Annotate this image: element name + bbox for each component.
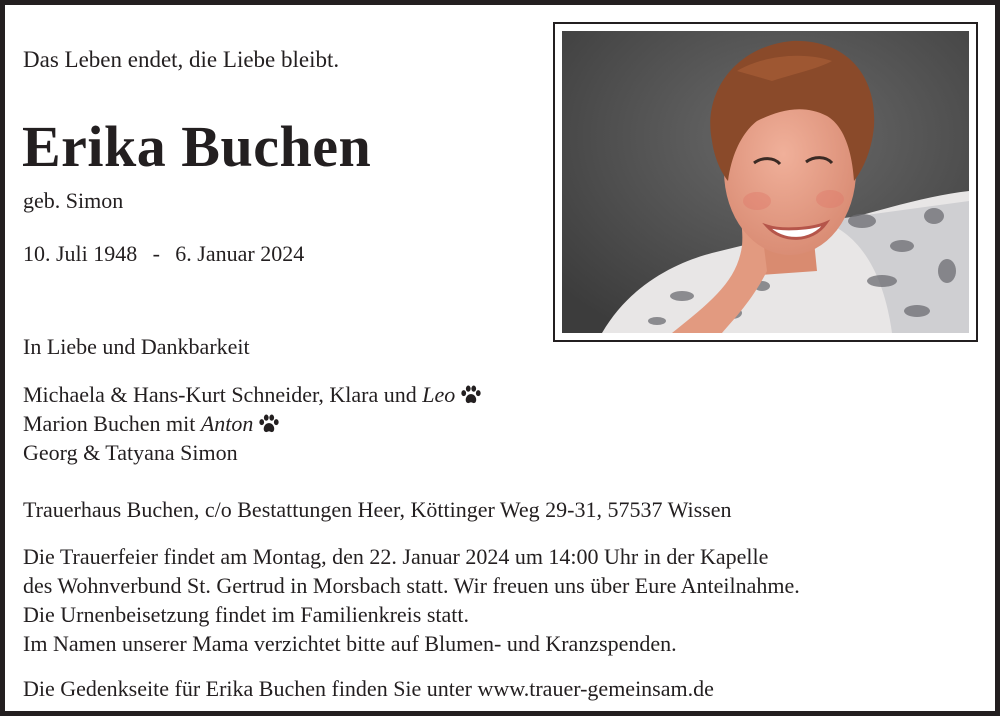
portrait-frame [553, 22, 978, 342]
thanks-line: In Liebe und Dankbarkeit [23, 334, 250, 359]
portrait-photo [562, 31, 969, 333]
pet-name: Leo [422, 382, 456, 407]
death-date: 6. Januar 2024 [175, 241, 305, 266]
mourner-line: Marion Buchen mit Anton [23, 409, 482, 438]
ceremony-line: Die Urnenbeisetzung findet im Familienkreis statt. [23, 602, 470, 627]
maiden-name: geb. Simon [23, 188, 124, 213]
date-separator: - [152, 241, 160, 266]
ceremony-paragraph [23, 542, 800, 658]
pet-name: Anton [200, 411, 254, 436]
motto: Das Leben endet, die Liebe bleibt. [23, 47, 340, 72]
ceremony-line: Die Trauerfeier findet am Montag, den 22. Januar 2024 um 14:00 Uhr in der Kapelle [23, 544, 769, 569]
memorial-page-note: Die Gedenkseite für Erika Buchen finden Sie unter www.trauer-gemeinsam.de [23, 676, 714, 701]
mourner-line: Michaela & Hans-Kurt Schneider, Klara und Leo [23, 380, 482, 409]
mourner-line: Georg & Tatyana Simon [23, 440, 238, 465]
deceased-name: Erika Buchen [22, 114, 372, 179]
paw-icon [258, 414, 280, 434]
life-dates [23, 241, 304, 267]
mourners-list [23, 380, 482, 467]
paw-icon [460, 385, 482, 405]
birth-date: 10. Juli 1948 [23, 241, 138, 266]
ceremony-line: Im Namen unserer Mama verzichtet bitte auf Blumen- und Kranzspenden. [23, 631, 677, 656]
mourning-house-address: Trauerhaus Buchen, c/o Bestattungen Heer, Köttinger Weg 29-31, 57537 Wissen [23, 497, 732, 522]
ceremony-line: des Wohnverbund St. Gertrud in Morsbach statt. Wir freuen uns über Eure Anteilnahme. [23, 573, 800, 598]
